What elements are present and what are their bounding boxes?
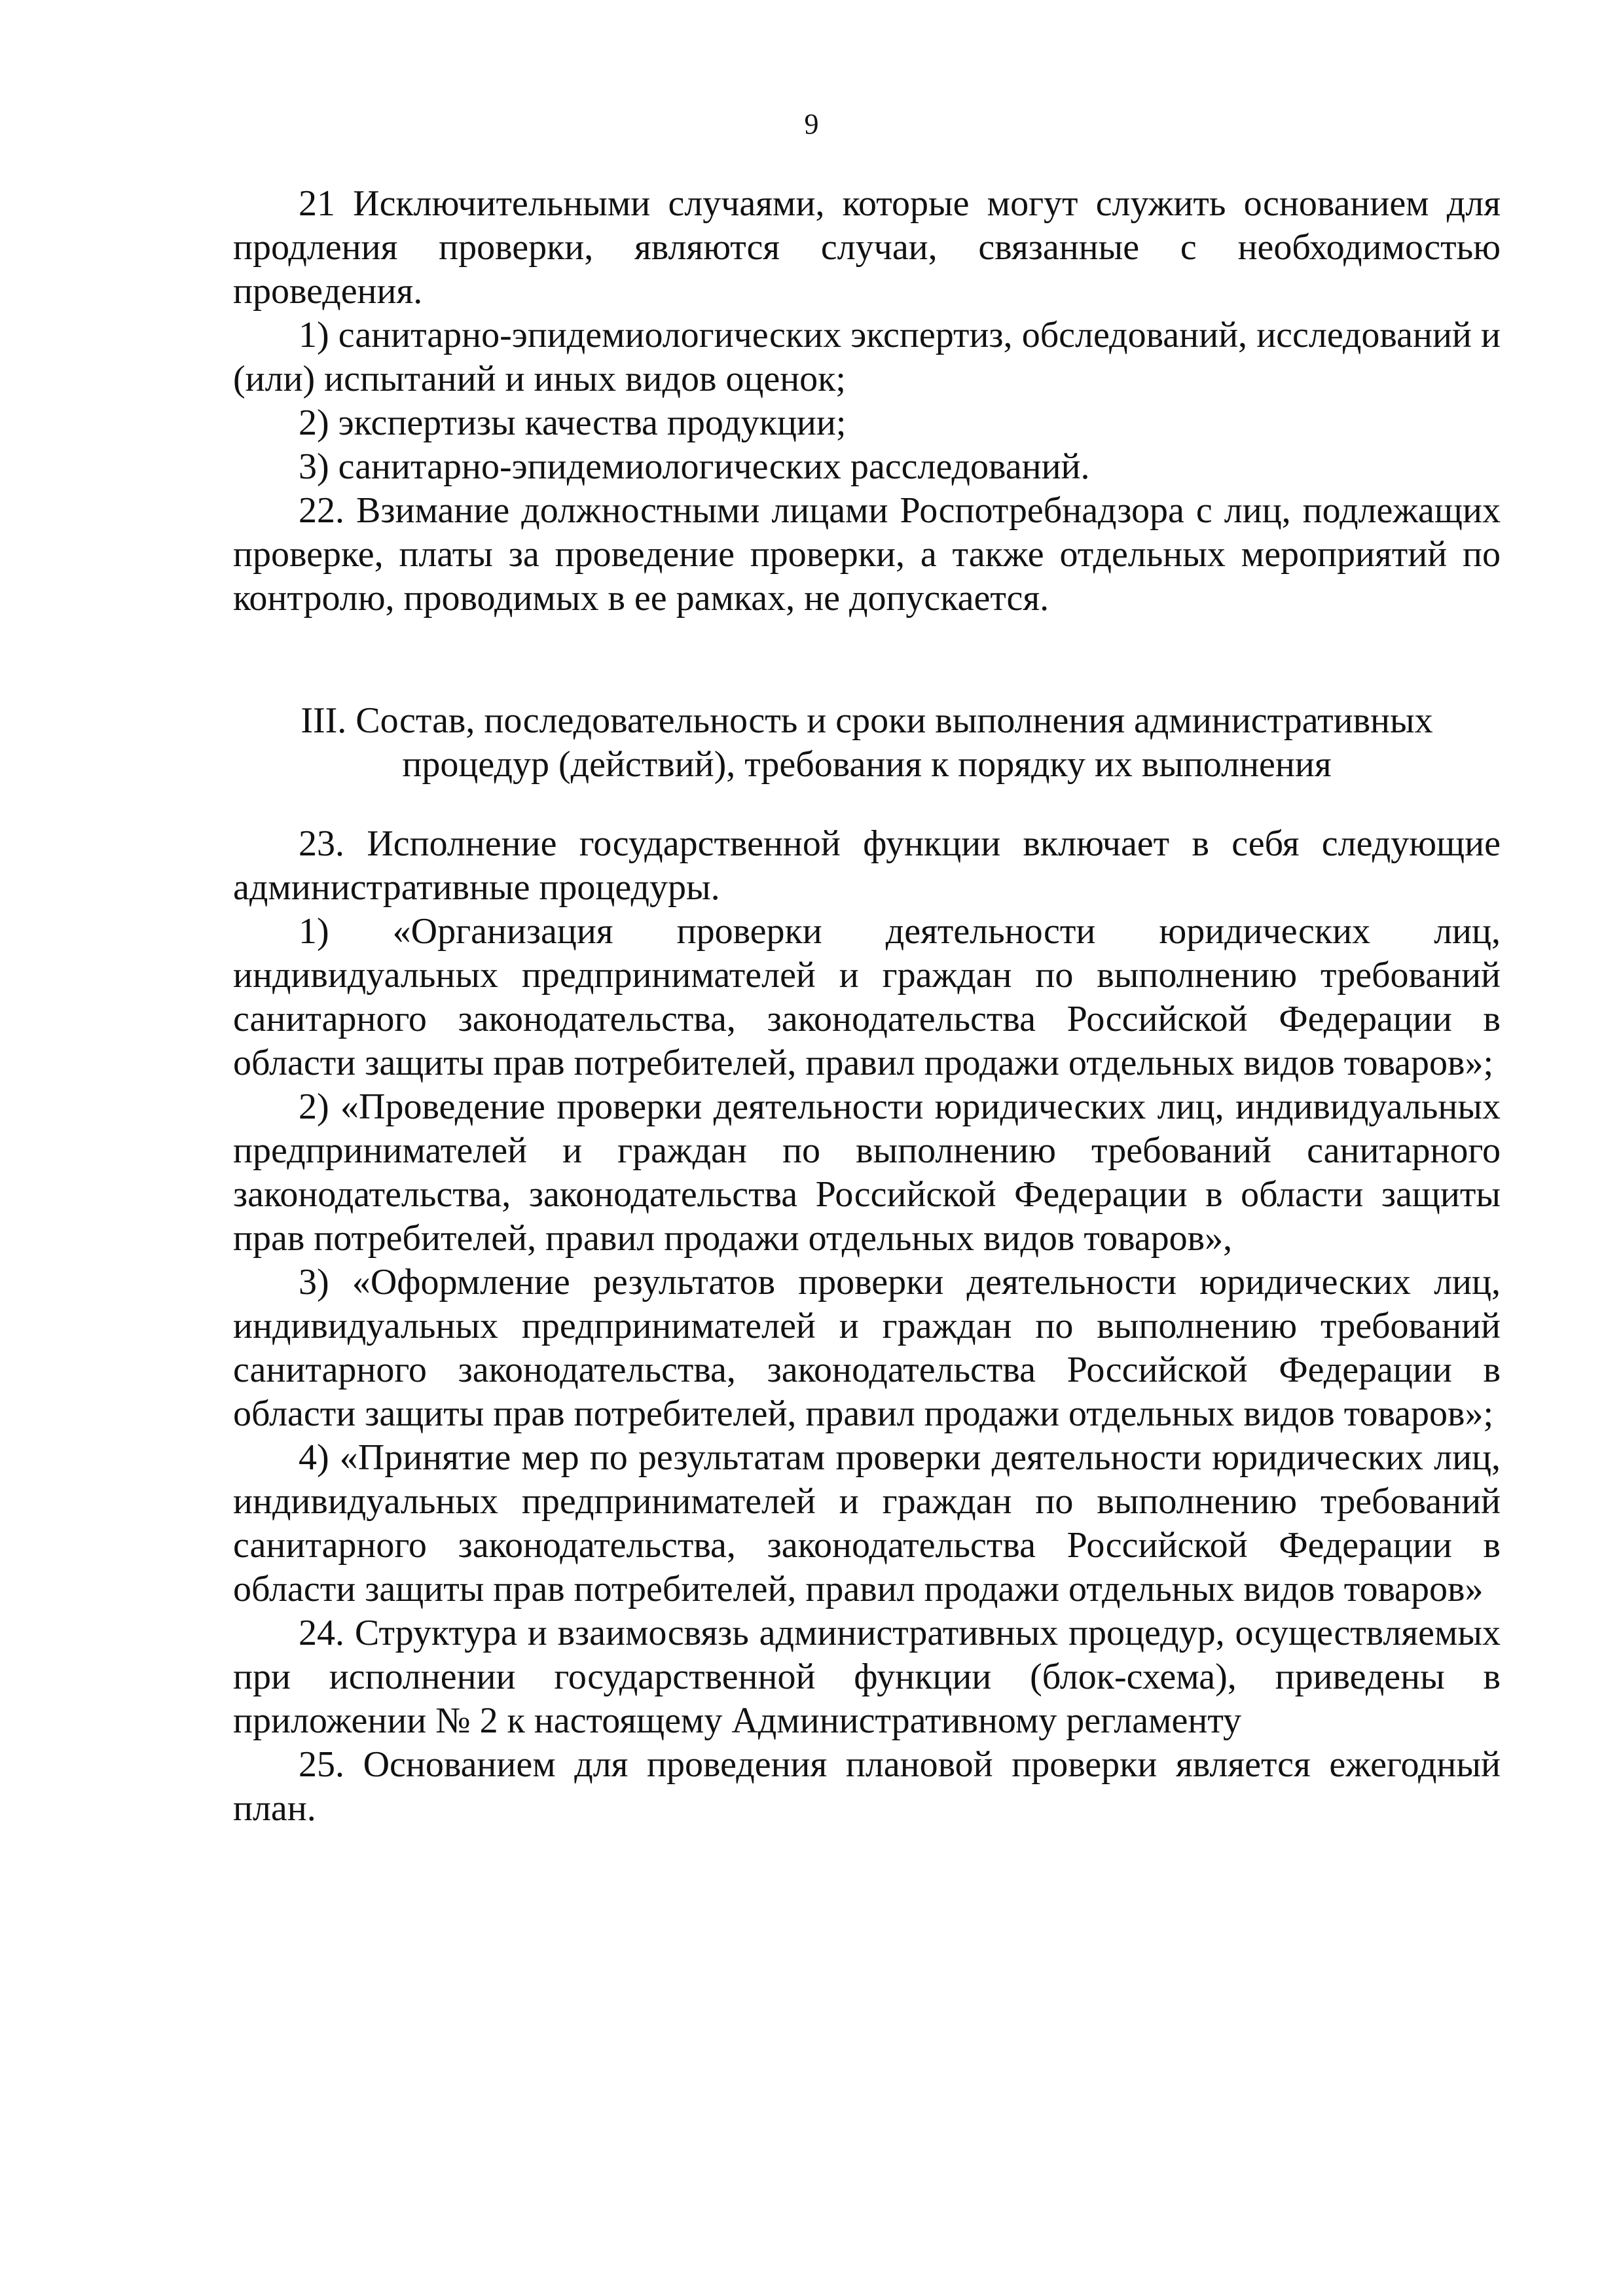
paragraph-25: 25. Основанием для проведения плановой проверки является ежегодный план. [233,1744,1501,1829]
list-item-21-3: 3) санитарно-эпидемиологических расследований. [299,446,1090,487]
list-item-21-1: 1) санитарно-эпидемиологических экспертиз, обследований, исследований и (или) испытаний и иных видов оценок; [233,315,1501,399]
list-item-23-4: 4) «Принятие мер по результатам проверки деятельности юридических лиц, индивидуальных предпринимателей и граждан по выполнению требований санитарного законодательства, законодательства Российской Федерации в области защиты прав потребителей, правил продажи отдельных видов товаров» [233,1437,1501,1609]
document-body [233,182,1501,1831]
list-item-23-2: 2) «Проведение проверки деятельности юридических лиц, индивидуальных предпринимателей и граждан по выполнению требований санитарного законодательства, законодательства Российской Федерации в области защиты прав потребителей, правил продажи отдельных видов товаров», [233,1086,1501,1259]
list-item-21-2: 2) экспертизы качества продукции; [299,403,847,443]
list-item-23-1: 1) «Организация проверки деятельности юридических лиц, индивидуальных предпринимателей и граждан по выполнению требований санитарного законодательства, законодательства Российской Федерации в области защиты прав потребителей, правил продажи отдельных видов товаров»; [233,911,1501,1083]
section-heading-line-1: III. Состав, последовательность и сроки выполнения административных [301,700,1433,741]
paragraph-21: 21 Исключительными случаями, которые могут служить основанием для продления проверки, являются случаи, связанные с необходимостью проведения. [233,183,1501,312]
paragraph-24: 24. Структура и взаимосвязь административных процедур, осуществляемых при исполнении государственной функции (блок-схема), приведены в приложении № 2 к настоящему Административному регламенту [233,1613,1501,1741]
section-heading-iii [233,699,1501,787]
paragraph-22: 22. Взимание должностными лицами Роспотребнадзора с лиц, подлежащих проверке, платы за проведение проверки, а также отдельных мероприятий по контролю, проводимых в ее рамках, не допускается. [233,490,1501,619]
section-heading-line-2: процедур (действий), требования к порядку их выполнения [402,744,1332,785]
list-item-23-3: 3) «Оформление результатов проверки деятельности юридических лиц, индивидуальных предпринимателей и граждан по выполнению требований санитарного законодательства, законодательства Российской Федерации в области защиты прав потребителей, правил продажи отдельных видов товаров»; [233,1262,1501,1434]
paragraph-23: 23. Исполнение государственной функции включает в себя следующие административные процедуры. [233,823,1501,908]
page-number: 9 [804,108,819,140]
